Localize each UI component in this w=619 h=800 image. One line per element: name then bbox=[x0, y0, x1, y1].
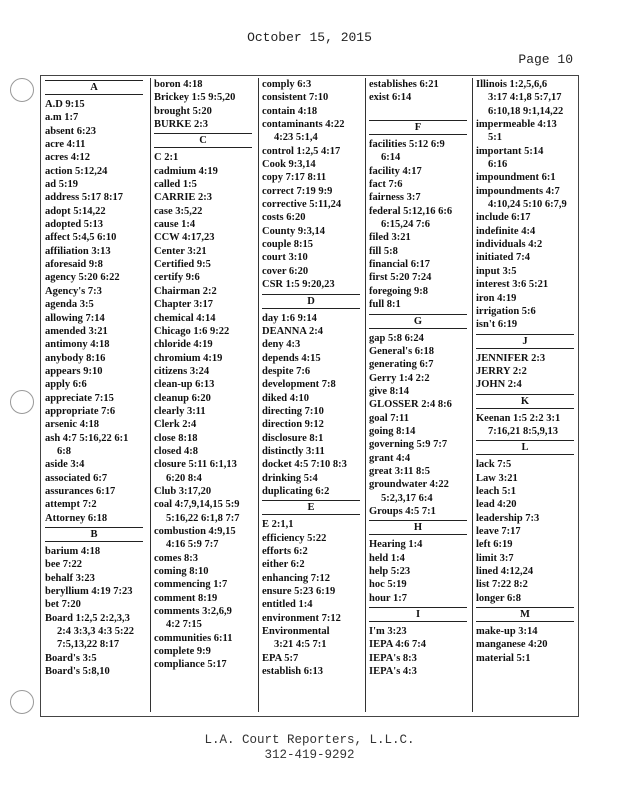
index-entry: gap 5:8 6:24 bbox=[369, 332, 424, 344]
index-entry: agenda 3:5 bbox=[45, 299, 94, 311]
index-entry: important 5:14 bbox=[476, 145, 544, 157]
index-entry: Keenan 1:5 2:2 3:1 bbox=[476, 412, 561, 424]
index-entry: hoc 5:19 bbox=[369, 579, 407, 591]
index-entry: entitled 1:4 bbox=[262, 599, 313, 611]
index-entry: disclosure 8:1 bbox=[262, 432, 324, 444]
index-entry: either 6:2 bbox=[262, 559, 305, 571]
index-entry: copy 7:17 8:11 bbox=[262, 172, 327, 184]
index-entry: facilities 5:12 6:9 bbox=[369, 139, 445, 151]
index-entry: closure 5:11 6:1,13 bbox=[154, 459, 237, 471]
index-entry: 5:16,22 6:1,8 7:7 bbox=[166, 512, 240, 524]
index-entry: County 9:3,14 bbox=[262, 225, 326, 237]
binder-hole-icon bbox=[10, 690, 34, 714]
index-entry: held 1:4 bbox=[369, 552, 405, 564]
index-entry: Board 1:2,5 2:2,3,3 bbox=[45, 612, 130, 624]
index-entry: court 3:10 bbox=[262, 252, 308, 264]
index-entry: affiliation 3:13 bbox=[45, 245, 111, 257]
index-entry: anybody 8:16 bbox=[45, 352, 106, 364]
index-entry: comes 8:3 bbox=[154, 552, 199, 564]
index-entry: 6:10,18 9:1,14,22 bbox=[488, 105, 564, 117]
index-entry: cadmium 4:19 bbox=[154, 165, 218, 177]
index-entry: Agency's 7:3 bbox=[45, 285, 102, 297]
index-entry: 6:16 bbox=[488, 159, 508, 171]
index-entry: E 2:1,1 bbox=[262, 519, 294, 531]
index-entry: 7:16,21 8:5,9,13 bbox=[488, 425, 558, 437]
index-entry: General's 6:18 bbox=[369, 345, 435, 357]
index-entry: clearly 3:11 bbox=[154, 405, 206, 417]
index-entry: Groups 4:5 7:1 bbox=[369, 505, 436, 517]
index-column-1 bbox=[45, 78, 143, 678]
index-entry: amended 3:21 bbox=[45, 325, 108, 337]
index-entry: ash 4:7 5:16,22 6:1 bbox=[45, 432, 129, 444]
index-entry: costs 6:20 bbox=[262, 212, 306, 224]
index-entry: 4:16 5:9 7:7 bbox=[166, 539, 219, 551]
index-entry: development 7:8 bbox=[262, 379, 336, 391]
reporter-phone: 312-419-9292 bbox=[264, 748, 355, 762]
index-entry: acres 4:12 bbox=[45, 152, 90, 164]
index-entry: combustion 4:9,15 bbox=[154, 526, 236, 537]
index-entry: efficiency 5:22 bbox=[262, 532, 327, 544]
index-entry: filed 3:21 bbox=[369, 232, 411, 244]
index-entry: a.m 1:7 bbox=[45, 112, 79, 124]
index-entry: adopted 5:13 bbox=[45, 219, 104, 231]
index-entry: closed 4:8 bbox=[154, 445, 199, 457]
index-entry: 6:15,24 7:6 bbox=[381, 219, 430, 231]
index-entry: absent 6:23 bbox=[45, 125, 97, 137]
index-entry: Clerk 2:4 bbox=[154, 419, 197, 431]
index-entry: goal 7:11 bbox=[369, 412, 409, 424]
index-entry: BURKE 2:3 bbox=[154, 119, 208, 131]
index-entry: docket 4:5 7:10 8:3 bbox=[262, 459, 347, 471]
index-entry: commencing 1:7 bbox=[154, 579, 228, 591]
index-entry: appreciate 7:15 bbox=[45, 392, 114, 404]
index-entry: cover 6:20 bbox=[262, 265, 309, 277]
index-entry: agency 5:20 6:22 bbox=[45, 272, 120, 284]
index-entry: 4:2 7:15 bbox=[166, 619, 202, 631]
index-entry: CCW 4:17,23 bbox=[154, 232, 215, 244]
index-entry: Board's 5:8,10 bbox=[45, 666, 110, 678]
index-entry: appropriate 7:6 bbox=[45, 405, 116, 417]
index-entry: JENNIFER 2:3 bbox=[476, 352, 546, 364]
index-entry: certify 9:6 bbox=[154, 272, 200, 284]
index-entry: Certified 9:5 bbox=[154, 259, 211, 271]
index-entry: lead 4:20 bbox=[476, 499, 517, 511]
index-entry: environment 7:12 bbox=[262, 612, 341, 624]
index-entry: direction 9:12 bbox=[262, 419, 324, 431]
index-entry: comply 6:3 bbox=[262, 79, 312, 90]
index-entry: impoundments 4:7 bbox=[476, 185, 560, 197]
index-column-3 bbox=[262, 78, 360, 678]
index-entry: directing 7:10 bbox=[262, 405, 324, 417]
index-entry: Law 3:21 bbox=[476, 472, 518, 484]
letter-heading: I bbox=[369, 607, 467, 622]
binder-hole-icon bbox=[10, 390, 34, 414]
index-entry: Cook 9:3,14 bbox=[262, 159, 316, 171]
index-entry: give 8:14 bbox=[369, 385, 409, 397]
index-entry: Hearing 1:4 bbox=[369, 539, 423, 551]
reporter-name: L.A. Court Reporters, L.L.C. bbox=[204, 733, 415, 747]
index-entry: A.D 9:15 bbox=[45, 99, 85, 110]
index-entry: GLOSSER 2:4 8:6 bbox=[369, 399, 452, 411]
index-entry: IEPA's 4:3 bbox=[369, 666, 417, 678]
letter-heading: K bbox=[476, 394, 574, 409]
column-divider bbox=[258, 78, 259, 712]
index-entry: CSR 1:5 9:20,23 bbox=[262, 279, 335, 291]
index-entry: first 5:20 7:24 bbox=[369, 272, 432, 284]
index-entry: acre 4:11 bbox=[45, 139, 86, 151]
index-entry: longer 6:8 bbox=[476, 592, 522, 604]
index-entry: facility 4:17 bbox=[369, 165, 422, 177]
index-entry: 5:1 bbox=[488, 132, 502, 144]
index-entry: clean-up 6:13 bbox=[154, 379, 215, 391]
index-entry: I'm 3:23 bbox=[369, 626, 407, 638]
index-entry: contaminants 4:22 bbox=[262, 119, 345, 131]
index-entry: chemical 4:14 bbox=[154, 312, 216, 324]
index-entry: case 3:5,22 bbox=[154, 205, 203, 217]
index-entry: ensure 5:23 6:19 bbox=[262, 586, 336, 598]
index-entry: corrective 5:11,24 bbox=[262, 199, 342, 211]
letter-heading: G bbox=[369, 314, 467, 329]
index-entry: chromium 4:19 bbox=[154, 352, 223, 364]
index-entry: left 6:19 bbox=[476, 539, 513, 551]
index-entry: cause 1:4 bbox=[154, 219, 196, 231]
column-divider bbox=[472, 78, 473, 712]
letter-heading: M bbox=[476, 607, 574, 622]
index-entry: manganese 4:20 bbox=[476, 639, 548, 651]
index-entry: governing 5:9 7:7 bbox=[369, 439, 448, 451]
index-entry: compliance 5:17 bbox=[154, 659, 227, 671]
index-entry: 6:20 8:4 bbox=[166, 472, 202, 484]
index-entry: Chapter 3:17 bbox=[154, 299, 214, 311]
index-entry: Chicago 1:6 9:22 bbox=[154, 325, 230, 337]
index-entry: efforts 6:2 bbox=[262, 546, 308, 557]
index-entry: fact 7:6 bbox=[369, 179, 403, 191]
index-entry: duplicating 6:2 bbox=[262, 485, 330, 497]
index-entry: arsenic 4:18 bbox=[45, 419, 99, 431]
index-entry: enhancing 7:12 bbox=[262, 572, 330, 584]
index-entry: coming 8:10 bbox=[154, 566, 209, 578]
letter-heading: F bbox=[369, 120, 467, 135]
index-entry: exist 6:14 bbox=[369, 92, 412, 104]
index-entry: leadership 7:3 bbox=[476, 512, 540, 524]
transcript-date: October 15, 2015 bbox=[247, 30, 372, 45]
index-entry: Environmental bbox=[262, 626, 330, 638]
index-entry: adopt 5:14,22 bbox=[45, 205, 106, 217]
index-entry: allowing 7:14 bbox=[45, 312, 105, 324]
index-entry: fill 5:8 bbox=[369, 245, 398, 257]
index-entry: C 2:1 bbox=[154, 152, 179, 164]
index-entry: aforesaid 9:8 bbox=[45, 259, 103, 271]
index-entry: ad 5:19 bbox=[45, 179, 78, 191]
index-entry: barium 4:18 bbox=[45, 546, 101, 557]
index-entry: close 8:18 bbox=[154, 432, 198, 444]
index-entry: Attorney 6:18 bbox=[45, 512, 108, 524]
index-entry: irrigation 5:6 bbox=[476, 305, 536, 317]
letter-heading: B bbox=[45, 527, 143, 542]
index-entry: leach 5:1 bbox=[476, 485, 516, 497]
index-entry: full 8:1 bbox=[369, 299, 401, 311]
index-entry: appears 9:10 bbox=[45, 365, 103, 377]
index-entry: going 8:14 bbox=[369, 425, 416, 437]
index-entry: beryllium 4:19 7:23 bbox=[45, 586, 133, 598]
index-entry: fairness 3:7 bbox=[369, 192, 421, 204]
index-entry: bet 7:20 bbox=[45, 599, 81, 611]
index-entry: attempt 7:2 bbox=[45, 499, 97, 511]
index-entry: 4:23 5:1,4 bbox=[274, 132, 318, 144]
index-column-2 bbox=[154, 78, 252, 672]
index-entry: Brickey 1:5 9:5,20 bbox=[154, 92, 236, 104]
letter-heading: L bbox=[476, 440, 574, 455]
letter-heading: D bbox=[262, 294, 360, 309]
index-entry: Chairman 2:2 bbox=[154, 285, 217, 297]
index-entry: 7:5,13,22 8:17 bbox=[57, 639, 120, 651]
index-entry: distinctly 3:11 bbox=[262, 445, 325, 457]
page-number: Page 10 bbox=[518, 52, 573, 67]
index-entry: establishes 6:21 bbox=[369, 79, 439, 90]
index-entry: IEPA 4:6 7:4 bbox=[369, 639, 426, 651]
index-entry bbox=[369, 105, 467, 118]
letter-heading: H bbox=[369, 520, 467, 535]
index-entry: interest 3:6 5:21 bbox=[476, 279, 549, 291]
index-entry: day 1:6 9:14 bbox=[262, 312, 317, 324]
index-entry: chloride 4:19 bbox=[154, 339, 213, 351]
index-entry: boron 4:18 bbox=[154, 79, 203, 90]
index-entry: Center 3:21 bbox=[154, 245, 207, 257]
index-entry: address 5:17 8:17 bbox=[45, 192, 123, 204]
index-entry: called 1:5 bbox=[154, 179, 197, 191]
index-entry: comments 3:2,6,9 bbox=[154, 606, 232, 618]
index-entry: Club 3:17,20 bbox=[154, 485, 212, 497]
index-entry: 5:2,3,17 6:4 bbox=[381, 492, 433, 504]
index-entry: include 6:17 bbox=[476, 212, 531, 224]
letter-heading: A bbox=[45, 80, 143, 95]
index-entry: action 5:12,24 bbox=[45, 165, 108, 177]
index-entry: federal 5:12,16 6:6 bbox=[369, 205, 453, 217]
index-entry: diked 4:10 bbox=[262, 392, 309, 404]
index-entry: control 1:2,5 4:17 bbox=[262, 145, 341, 157]
index-entry: complete 9:9 bbox=[154, 646, 211, 658]
index-entry: aside 3:4 bbox=[45, 459, 85, 471]
index-entry: impoundment 6:1 bbox=[476, 172, 556, 184]
index-column-4 bbox=[369, 78, 467, 678]
index-entry: 4:10,24 5:10 6:7,9 bbox=[488, 199, 567, 211]
index-entry: JERRY 2:2 bbox=[476, 365, 527, 377]
index-entry: communities 6:11 bbox=[154, 632, 233, 644]
index-entry: limit 3:7 bbox=[476, 552, 514, 564]
index-entry: indefinite 4:4 bbox=[476, 225, 536, 237]
index-entry: affect 5:4,5 6:10 bbox=[45, 232, 117, 244]
index-entry: list 7:22 8:2 bbox=[476, 579, 528, 591]
index-entry: make-up 3:14 bbox=[476, 626, 538, 638]
index-entry: depends 4:15 bbox=[262, 352, 321, 364]
index-entry: leave 7:17 bbox=[476, 525, 521, 537]
index-entry: great 3:11 8:5 bbox=[369, 465, 431, 477]
index-entry: 2:4 3:3,3 4:3 5:22 bbox=[57, 626, 134, 638]
index-entry: isn't 6:19 bbox=[476, 319, 518, 331]
index-entry: consistent 7:10 bbox=[262, 92, 329, 104]
index-entry: CARRIE 2:3 bbox=[154, 192, 213, 204]
index-entry: bee 7:22 bbox=[45, 559, 83, 571]
index-entry: establish 6:13 bbox=[262, 666, 323, 678]
index-entry: IEPA's 8:3 bbox=[369, 652, 417, 664]
index-entry: brought 5:20 bbox=[154, 105, 212, 117]
letter-heading: C bbox=[154, 133, 252, 148]
index-entry: apply 6:6 bbox=[45, 379, 87, 391]
index-entry: contain 4:18 bbox=[262, 105, 318, 117]
index-entry: 6:14 bbox=[381, 152, 401, 164]
letter-heading: E bbox=[262, 500, 360, 515]
letter-heading: J bbox=[476, 334, 574, 349]
index-entry: generating 6:7 bbox=[369, 359, 434, 371]
index-entry: financial 6:17 bbox=[369, 259, 430, 271]
index-entry: foregoing 9:8 bbox=[369, 285, 429, 297]
binder-hole-icon bbox=[10, 78, 34, 102]
index-entry: couple 8:15 bbox=[262, 239, 314, 251]
index-entry: drinking 5:4 bbox=[262, 472, 318, 484]
column-divider bbox=[150, 78, 151, 712]
index-entry: despite 7:6 bbox=[262, 365, 311, 377]
index-entry: 3:21 4:5 7:1 bbox=[274, 639, 327, 651]
index-entry: impermeable 4:13 bbox=[476, 119, 557, 131]
index-entry: iron 4:19 bbox=[476, 292, 517, 304]
index-entry: antimony 4:18 bbox=[45, 339, 110, 351]
index-entry: correct 7:19 9:9 bbox=[262, 185, 333, 197]
index-column-5 bbox=[476, 78, 574, 665]
index-entry: Board's 3:5 bbox=[45, 652, 97, 664]
index-entry: deny 4:3 bbox=[262, 339, 301, 351]
index-entry: behalf 3:23 bbox=[45, 572, 95, 584]
index-entry: assurances 6:17 bbox=[45, 485, 116, 497]
index-entry: 6:8 bbox=[57, 445, 71, 457]
index-entry: hour 1:7 bbox=[369, 592, 408, 604]
index-entry: associated 6:7 bbox=[45, 472, 108, 484]
index-entry: 3:17 4:1,8 5:7,17 bbox=[488, 92, 562, 104]
index-entry: lack 7:5 bbox=[476, 459, 512, 471]
index-entry: input 3:5 bbox=[476, 265, 517, 277]
index-entry: JOHN 2:4 bbox=[476, 379, 522, 391]
index-entry: groundwater 4:22 bbox=[369, 479, 449, 491]
index-entry: comment 8:19 bbox=[154, 592, 218, 604]
index-entry: EPA 5:7 bbox=[262, 652, 299, 664]
index-entry: Gerry 1:4 2:2 bbox=[369, 372, 430, 384]
index-entry: material 5:1 bbox=[476, 652, 531, 664]
index-entry: grant 4:4 bbox=[369, 452, 411, 464]
index-entry: initiated 7:4 bbox=[476, 252, 530, 264]
index-entry: lined 4:12,24 bbox=[476, 566, 534, 577]
index-entry: coal 4:7,9,14,15 5:9 bbox=[154, 499, 240, 511]
index-entry: help 5:23 bbox=[369, 566, 411, 577]
index-entry: individuals 4:2 bbox=[476, 239, 543, 251]
index-entry: cleanup 6:20 bbox=[154, 392, 211, 404]
index-entry: Illinois 1:2,5,6,6 bbox=[476, 79, 548, 90]
index-entry: citizens 3:24 bbox=[154, 365, 210, 377]
index-entry: DEANNA 2:4 bbox=[262, 325, 323, 337]
column-divider bbox=[365, 78, 366, 712]
